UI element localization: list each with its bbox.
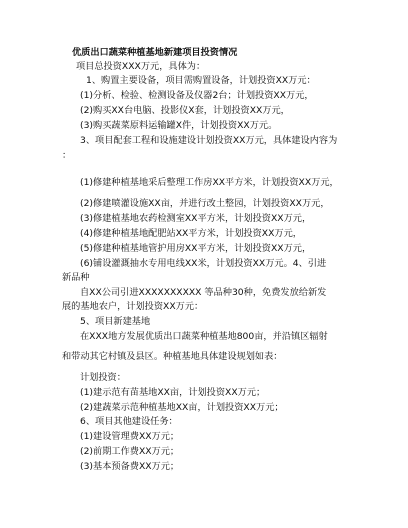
- paragraph-line: 展的基地农户，计划投资XX万元：: [62, 301, 204, 312]
- list-item: (1)修建种植基地采后整理工作房XX平方米，计划投资XX万元，: [80, 177, 339, 188]
- list-item: (5)修建种植基地管护用房XX平方米，计划投资XX万元，: [80, 243, 312, 254]
- paragraph-line: 和带动其它村镇及县区。种植基地具体建设规划如表：: [62, 351, 283, 362]
- list-item: (3)基本预备费XX万元；: [80, 461, 180, 472]
- list-item: (2)前期工作费XX万元；: [80, 446, 180, 457]
- paragraph-line: 1、购置主要设备，项目需购置设备，计划投资XX万元：: [86, 75, 316, 86]
- paragraph-line: 在XXX地方发展优质出口蔬菜种植基地800亩，并沿镇区辐射: [80, 331, 328, 342]
- list-item: (6)铺设灌溉抽水专用电线XX米，计划投资XX万元。4、引进: [80, 258, 327, 269]
- paragraph-line: 自XX公司引进XXXXXXXXXX 等品种30种，免费发放给新发: [80, 287, 327, 298]
- list-item: (3)购买蔬菜原料运输罐X件，计划投资XX万元。: [80, 120, 278, 131]
- section-heading: 计划投资：: [80, 372, 126, 383]
- list-item: (4)修建种植基地配肥站XX平方米，计划投资XX万元，: [80, 228, 302, 239]
- paragraph-line: 3、项目配套工程和设施建设计划投资XX万元，具体建设内容为: [80, 135, 338, 146]
- section-heading: 5、项目新建基地: [80, 316, 151, 327]
- list-item: (2)修建喷灌设施XX亩，并进行改土整园，计划投资XX万元，: [80, 198, 330, 209]
- list-item: (1)建示范有苗基地XX亩，计划投资XX万元；: [80, 387, 266, 398]
- list-item: (3)修建植基地农药检测室XX平方米，计划投资XX万元，: [80, 213, 312, 224]
- document-title: 优质出口蔬菜种植基地新建项目投资情况: [72, 47, 238, 58]
- paragraph-line: 项目总投资XXX万元，具体为：: [76, 61, 206, 72]
- list-item: (1)建设管理费XX万元；: [80, 431, 180, 442]
- list-item: (2)购买XX台电脑、投影仪X套，计划投资XX万元，: [80, 105, 290, 116]
- list-item: (1)分析、检验、检测设备及仪器2台；计划投资XX万元，: [80, 90, 314, 101]
- paragraph-line: 新品种: [62, 272, 90, 283]
- list-item: (2)建蔬菜示范种植基地XX亩，计划投资XX万元；: [80, 402, 284, 413]
- section-heading: 6、项目其他建设任务：: [80, 416, 178, 427]
- paragraph-line: ：: [62, 150, 72, 161]
